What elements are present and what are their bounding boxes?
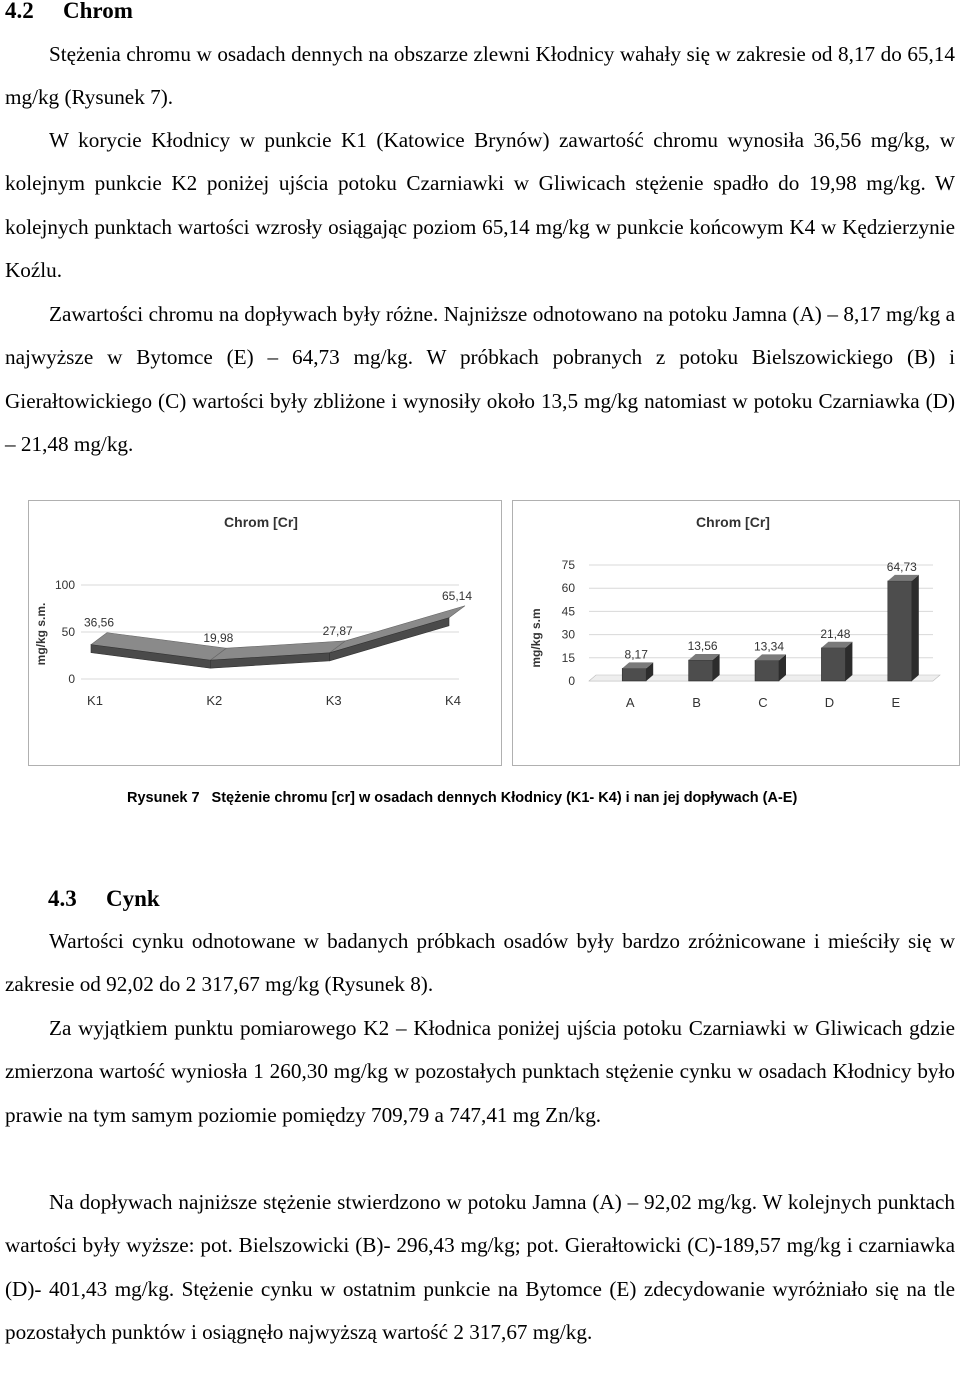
- y-tick-label: 100: [54, 578, 75, 592]
- data-label: 13,34: [753, 639, 785, 654]
- chart-title: Chrom [Cr]: [224, 514, 298, 530]
- x-tick-label: K3: [325, 693, 342, 708]
- x-tick-label: C: [758, 695, 768, 710]
- figure-caption-text: Stężenie chromu [cr] w osadach dennych Kłodnicy (K1- K4) i nan jej dopływach (A-E): [211, 790, 798, 806]
- chart-chrom-tributaries-svg: [513, 501, 959, 765]
- bar-C: [755, 660, 779, 681]
- bar-side: [912, 575, 919, 681]
- paragraph: Stężenia chromu w osadach dennych na obszarze zlewni Kłodnicy wahały się w zakresie od 8,17 do 65,14 mg/kg (Rysunek 7).: [5, 42, 955, 110]
- y-tick-label: 50: [61, 625, 75, 639]
- section-number: 4.2: [5, 0, 34, 23]
- y-tick-label: 75: [561, 558, 575, 572]
- paragraph: Wartości cynku odnotowane w badanych próbkach osadów były bardzo zróżnicowane i mieściły się w zakresie od 92,02 do 2 317,67 mg/kg (Rysunek 8).: [5, 929, 955, 997]
- bar-side: [845, 642, 852, 681]
- bar-A: [622, 668, 646, 681]
- y-tick-label: 30: [561, 627, 575, 642]
- y-tick-label: 45: [561, 604, 575, 619]
- x-tick-label: K2: [206, 693, 223, 708]
- section-title: Cynk: [106, 886, 160, 911]
- data-label: 65,14: [441, 588, 473, 603]
- paragraph: W korycie Kłodnicy w punkcie K1 (Katowice Brynów) zawartość chromu wynosiła 36,56 mg/kg, w kolejnym punkcie K2 poniżej ujścia potoku Czarniawki w Gliwicach stężenie spadło do 19,98 mg/kg. W kolejnych punktach wartości wzrosły osiągając poziom 65,14 mg/kg w punkcie końcowym K4 w Kędzierzynie Koźlu.: [5, 128, 955, 282]
- x-tick-label: E: [891, 695, 901, 710]
- x-tick-label: K4: [445, 693, 461, 708]
- x-tick-label: K1: [87, 693, 103, 708]
- bar-E: [888, 581, 912, 681]
- y-tick-label: 60: [561, 581, 575, 596]
- bar-D: [821, 648, 845, 681]
- data-label: 8,17: [624, 647, 648, 662]
- data-label: 64,73: [886, 559, 917, 574]
- x-tick-label: A: [625, 695, 635, 710]
- paragraph: Zawartości chromu na dopływach były różne. Najniższe odnotowano na potoku Jamna (A) – 8,17 mg/kg a najwyższe w Bytomce (E) – 64,73 mg/kg. W próbkach pobranych z potoku Bielszowickiego (B) i Gierałtowickiego (C) wartości były zbliżone i wynosiły około 13,5 mg/kg natomiast w potoku Czarniawka (D) – 21,48 mg/kg.: [5, 302, 955, 456]
- data-label: 19,98: [203, 631, 234, 646]
- data-label: 21,48: [820, 626, 851, 641]
- figure-caption: [127, 790, 797, 806]
- y-tick-label: 0: [68, 672, 75, 686]
- figure-label: Rysunek 7: [127, 790, 200, 806]
- chart-title: Chrom [Cr]: [696, 514, 770, 530]
- data-label: 27,87: [322, 623, 353, 638]
- y-tick-label: 15: [561, 650, 575, 665]
- section-heading-cynk: [48, 886, 160, 912]
- paragraph: Za wyjątkiem punktu pomiarowego K2 – Kłodnica poniżej ujścia potoku Czarniawki w Gliwicach gdzie zmierzona wartość wyniosła 1 260,30 mg/kg w pozostałych punktach stężenie cynku w osadach Kłodnicy było prawie na tym samym poziomie pomiędzy 709,79 a 747,41 mg Zn/kg.: [5, 1016, 955, 1127]
- paragraph: Na dopływach najniższe stężenie stwierdzono w potoku Jamna (A) – 92,02 mg/kg. W kolejnych punktach wartości były wyższe: pot. Bielszowicki (B)- 296,43 mg/kg; pot. Gierałtowicki (C)-189,57 mg/kg i czarniawka (D)- 401,43 mg/kg. Stężenie cynku w ostatnim punkcie na Bytomce (E) zdecydowanie wyróżniało się na tle pozostałych punktów i osiągnęło najwyższą wartość 2 317,67 mg/kg.: [5, 1190, 955, 1344]
- y-axis-label: mg/kg s.m: [529, 608, 543, 668]
- x-tick-label: B: [692, 695, 701, 710]
- x-tick-label: D: [824, 695, 835, 710]
- y-axis-label: mg/kg s.m.: [34, 602, 48, 666]
- chart-chrom-tributaries: [512, 500, 960, 766]
- chart-chrom-klodnica: [28, 500, 502, 766]
- data-label: 13,56: [687, 639, 718, 654]
- y-tick-label: 0: [568, 674, 575, 688]
- section-number: 4.3: [48, 886, 77, 911]
- chart-chrom-klodnica-svg: [29, 501, 501, 765]
- section-title: Chrom: [63, 0, 133, 23]
- data-label: 36,56: [83, 615, 115, 630]
- section-heading-chrom: [5, 0, 133, 24]
- bar-B: [689, 660, 713, 681]
